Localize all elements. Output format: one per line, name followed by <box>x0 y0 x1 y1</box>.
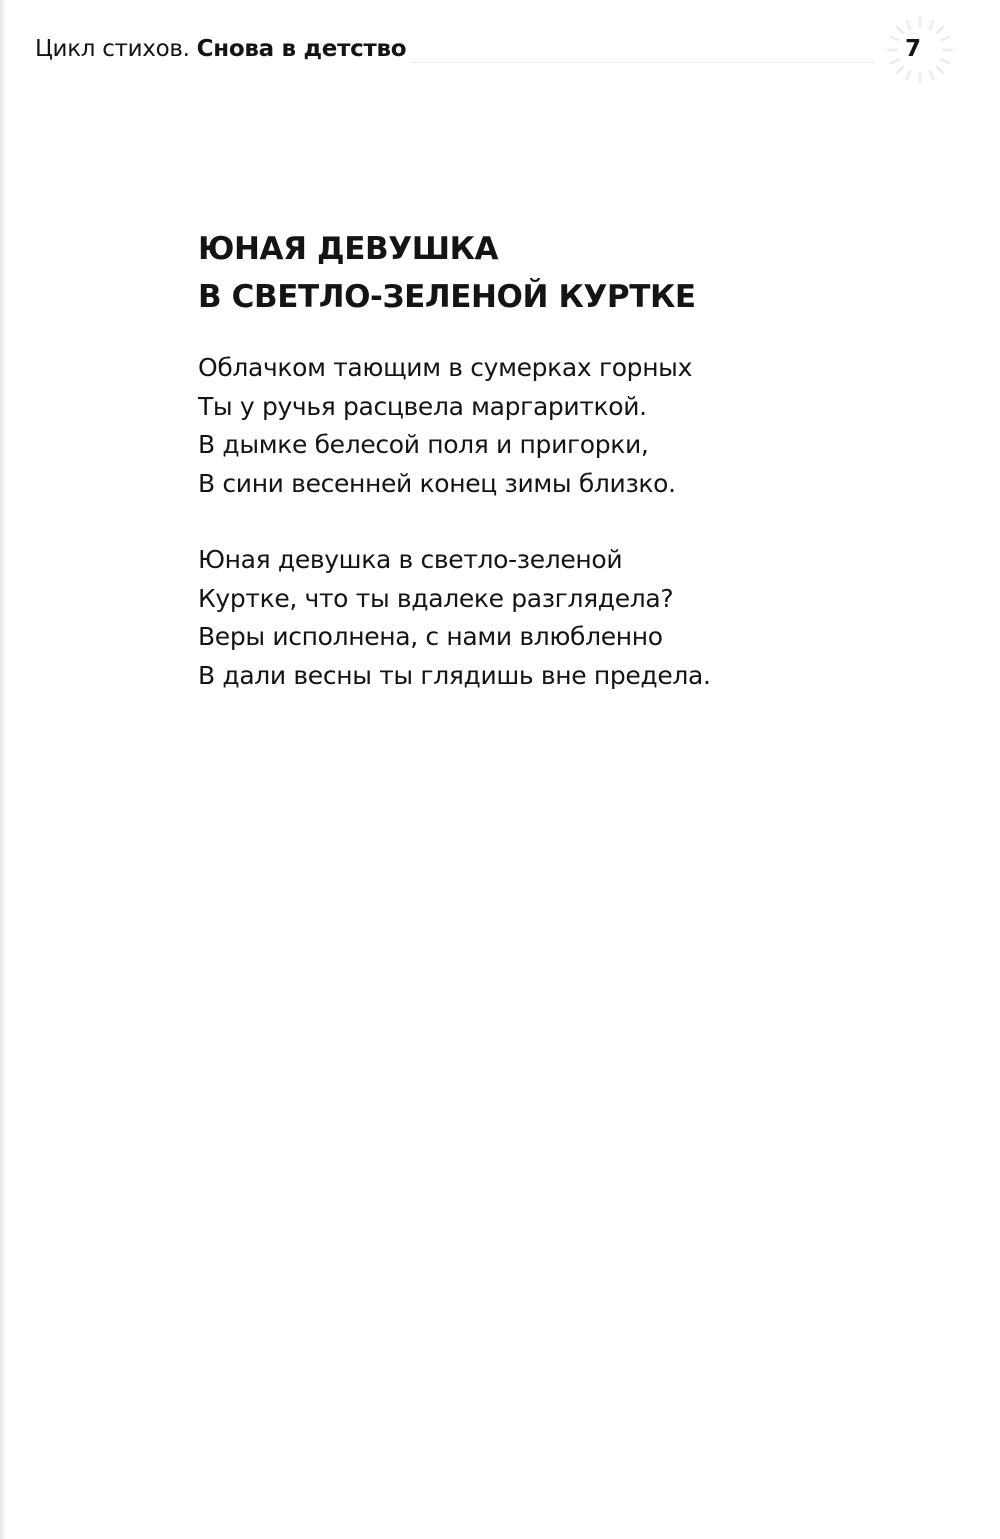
verse-line: В дымке белесой поля и пригорки, <box>198 430 649 459</box>
poem-title <box>198 225 696 321</box>
verse-line: Веры исполнена, с нами влюбленно <box>198 622 663 651</box>
verse-line: В дали весны ты глядишь вне предела. <box>198 660 711 690</box>
page-scan-edge <box>0 0 6 1539</box>
verse-line: Юная девушка в светло-зеленой <box>198 545 623 574</box>
poem-title-line: В СВЕТЛО-ЗЕЛЕНОЙ КУРТКЕ <box>198 279 696 315</box>
verse-line: Ты у ручья расцвела маргариткой. <box>198 391 647 421</box>
poem-title-line: ЮНАЯ ДЕВУШКА <box>198 231 499 267</box>
verse-line: Облачком тающим в сумерках горных <box>198 353 693 382</box>
header-rule <box>410 62 875 63</box>
stanza-2 <box>198 541 711 695</box>
book-title: Снова в детство <box>196 36 407 62</box>
verse-line: В сини весенней конец зимы близко. <box>198 468 676 498</box>
cycle-label: Цикл стихов. <box>35 36 190 62</box>
stanza-1 <box>198 349 692 503</box>
page-number: 7 <box>905 36 922 62</box>
running-head <box>35 36 406 62</box>
verse-line: Куртке, что ты вдалеке разглядела? <box>198 583 674 613</box>
